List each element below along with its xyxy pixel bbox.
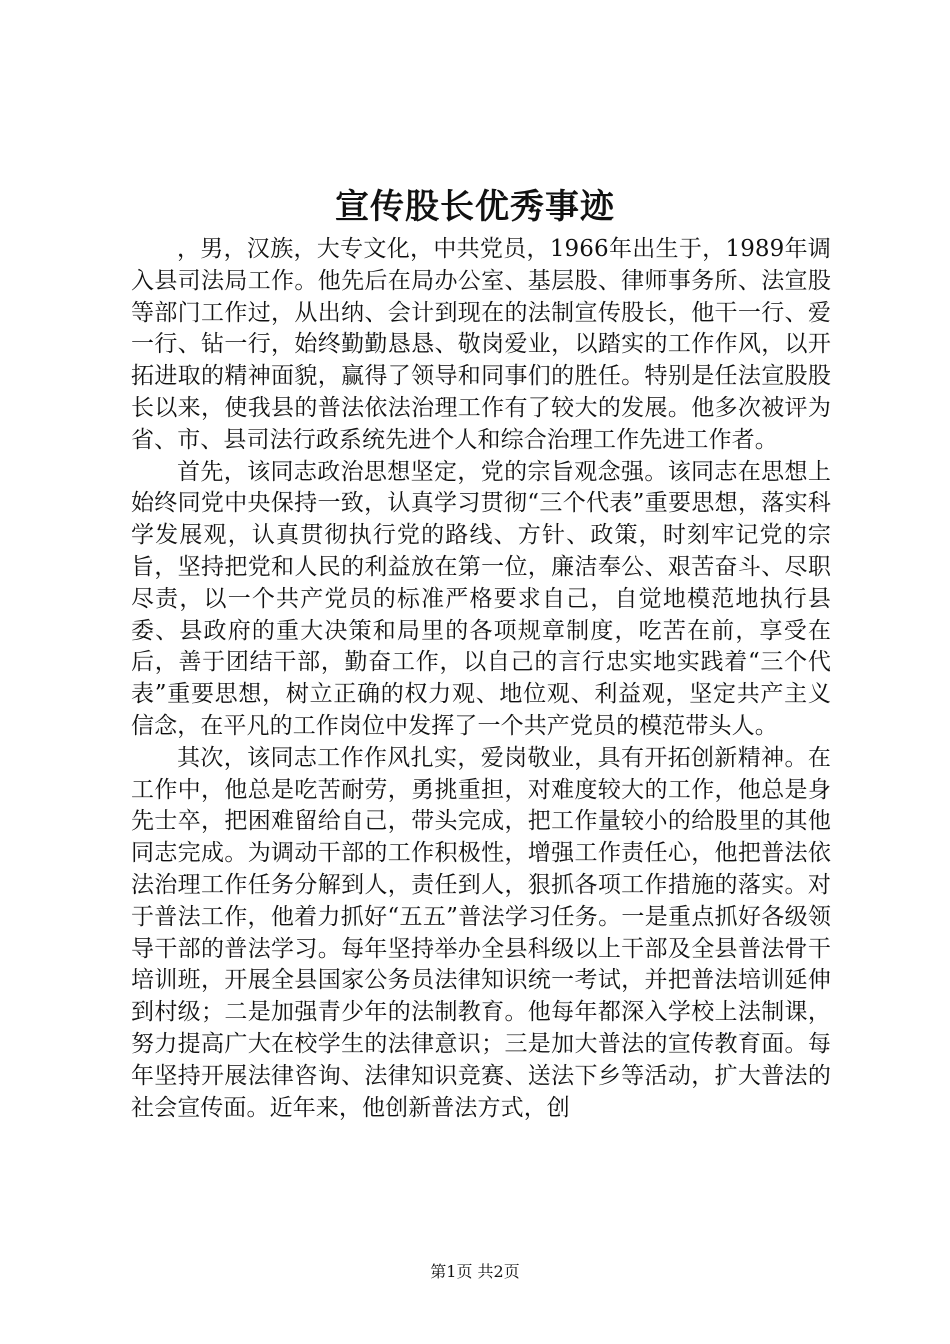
paragraph-political: 首先，该同志政治思想坚定，党的宗旨观念强。该同志在思想上始终同党中央保持一致，认真学习贯彻“三个代表”重要思想，落实科学发展观，认真贯彻执行党的路线、方针、政策，时刻牢记党的宗旨，坚持把党和人民的利益放在第一位，廉洁奉公、艰苦奋斗、尽职尽责，以一个共产党员的标准严格要求自己，自觉地模范地执行县委、县政府的重大决策和局里的各项规章制度，吃苦在前，享受在后，善于团结干部，勤奋工作，以自己的言行忠实地实践着“三个代表”重要思想，树立正确的权力观、地位观、利益观，坚定共产主义信念，在平凡的工作岗位中发挥了一个共产党员的模范带头人。 bbox=[131, 458, 831, 739]
document-title: 宣传股长优秀事迹 bbox=[335, 187, 615, 227]
page-footer: 第1页 共2页 bbox=[430, 1262, 520, 1281]
paragraph-work-style: 其次，该同志工作作风扎实，爱岗敬业，具有开拓创新精神。在工作中，他总是吃苦耐劳，勇挑重担，对难度较大的工作，他总是身先士卒，把困难留给自己，带头完成，把工作量较小的给股里的其他同志完成。为调动干部的工作积极性，增强工作责任心，他把普法依法治理工作任务分解到人，责任到人，狠抓各项工作措施的落实。对于普法工作，他着力抓好“五五”普法学习任务。一是重点抓好各级领导干部的普法学习。每年坚持举办全县科级以上干部及全县普法骨干培训班，开展全县国家公务员法律知识统一考试，并把普法培训延伸到村级；二是加强青少年的法制教育。他每年都深入学校上法制课，努力提高广大在校学生的法律意识；三是加大普法的宣传教育面。每年坚持开展法律咨询、法律知识竞赛、送法下乡等活动，扩大普法的社会宣传面。近年来，他创新普法方式，创 bbox=[131, 744, 831, 1121]
document-body bbox=[131, 234, 831, 1124]
paragraph-intro: ，男，汉族，大专文化，中共党员，1966年出生于，1989年调入县司法局工作。他先后在局办公室、基层股、律师事务所、法宣股等部门工作过，从出纳、会计到现在的法制宣传股长，他干一行、爱一行、钻一行，始终勤勤恳恳、敬岗爱业，以踏实的工作作风，以开拓进取的精神面貌，赢得了领导和同事们的胜任。特别是任法宣股股长以来，使我县的普法依法治理工作有了较大的发展。他多次被评为省、市、县司法行政系统先进个人和综合治理工作先进工作者。 bbox=[131, 236, 831, 453]
